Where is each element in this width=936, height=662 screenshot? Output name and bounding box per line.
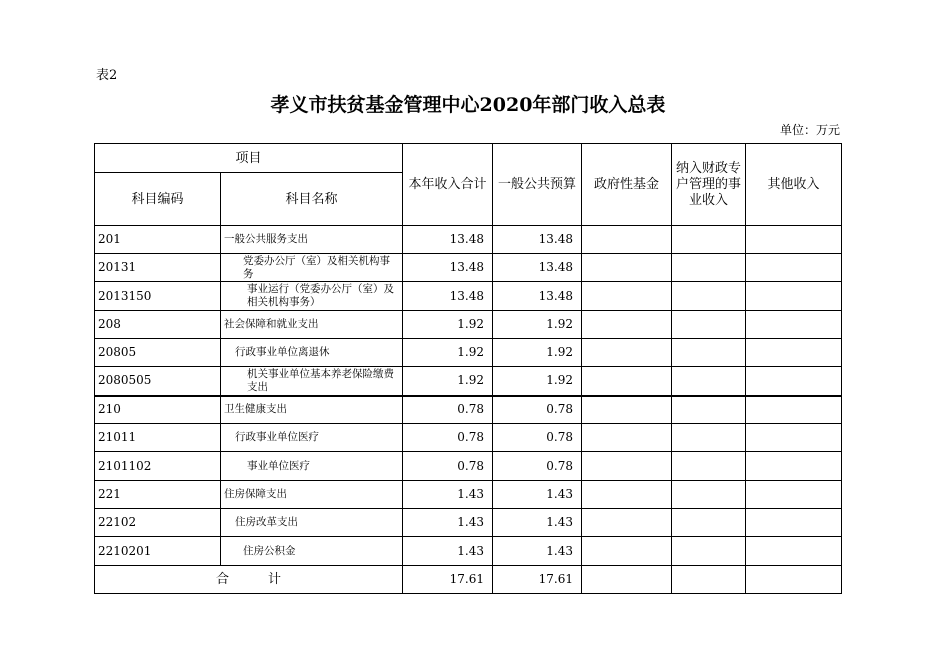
row-special [672, 509, 746, 537]
row-code: 2080505 [95, 367, 221, 396]
table-row [95, 226, 842, 254]
row-special [672, 311, 746, 339]
table-row [95, 424, 842, 452]
row-code: 2013150 [95, 282, 221, 311]
row-other [746, 537, 842, 566]
total-special [672, 566, 746, 594]
row-total: 0.78 [403, 452, 493, 481]
row-gov [582, 339, 672, 367]
row-general: 13.48 [493, 254, 582, 282]
row-special [672, 452, 746, 481]
row-name: 卫生健康支出 [221, 396, 403, 424]
header-special-account: 纳入财政专户管理的事业收入 [672, 144, 746, 226]
table-row [95, 339, 842, 367]
row-general: 1.43 [493, 537, 582, 566]
table-row [95, 509, 842, 537]
row-code: 20805 [95, 339, 221, 367]
row-gov [582, 282, 672, 311]
row-special [672, 396, 746, 424]
total-row [95, 566, 842, 594]
row-name: 机关事业单位基本养老保险缴费支出 [221, 367, 403, 396]
row-special [672, 282, 746, 311]
header-row-1 [95, 144, 842, 173]
row-other [746, 282, 842, 311]
total-other [746, 566, 842, 594]
document-title: 孝义市扶贫基金管理中心2020年部门收入总表 [270, 94, 666, 116]
row-other [746, 254, 842, 282]
table-row [95, 481, 842, 509]
row-name: 行政事业单位离退休 [221, 339, 403, 367]
row-other [746, 339, 842, 367]
table-number-label: 表2 [96, 68, 118, 83]
table-row [95, 254, 842, 282]
row-general: 1.43 [493, 481, 582, 509]
header-name: 科目名称 [221, 173, 403, 226]
row-gov [582, 424, 672, 452]
row-name: 社会保障和就业支出 [221, 311, 403, 339]
header-total-income: 本年收入合计 [403, 144, 493, 226]
row-code: 210 [95, 396, 221, 424]
row-code: 2101102 [95, 452, 221, 481]
total-gov [582, 566, 672, 594]
row-gov [582, 537, 672, 566]
row-general: 1.92 [493, 339, 582, 367]
row-special [672, 339, 746, 367]
row-other [746, 367, 842, 396]
row-total: 13.48 [403, 226, 493, 254]
row-other [746, 452, 842, 481]
row-special [672, 481, 746, 509]
row-general: 13.48 [493, 226, 582, 254]
row-special [672, 537, 746, 566]
row-general: 0.78 [493, 396, 582, 424]
income-summary-table [94, 143, 842, 594]
row-general: 1.92 [493, 367, 582, 396]
row-gov [582, 311, 672, 339]
table-row [95, 367, 842, 396]
row-code: 221 [95, 481, 221, 509]
row-other [746, 509, 842, 537]
table-row [95, 537, 842, 566]
row-name: 住房公积金 [221, 537, 403, 566]
row-total: 0.78 [403, 424, 493, 452]
row-gov [582, 367, 672, 396]
row-gov [582, 481, 672, 509]
row-code: 21011 [95, 424, 221, 452]
row-total: 0.78 [403, 396, 493, 424]
header-code: 科目编码 [95, 173, 221, 226]
row-total: 1.43 [403, 481, 493, 509]
table-row [95, 452, 842, 481]
row-total: 1.43 [403, 537, 493, 566]
row-gov [582, 254, 672, 282]
row-name: 行政事业单位医疗 [221, 424, 403, 452]
header-other-income: 其他收入 [746, 144, 842, 226]
total-label: 合 计 [95, 566, 403, 594]
row-other [746, 396, 842, 424]
row-code: 201 [95, 226, 221, 254]
row-gov [582, 396, 672, 424]
row-gov [582, 509, 672, 537]
row-gov [582, 226, 672, 254]
row-special [672, 226, 746, 254]
row-total: 13.48 [403, 282, 493, 311]
row-general: 0.78 [493, 424, 582, 452]
row-general: 13.48 [493, 282, 582, 311]
row-total: 1.92 [403, 367, 493, 396]
row-total: 1.43 [403, 509, 493, 537]
row-other [746, 226, 842, 254]
row-special [672, 254, 746, 282]
row-total: 1.92 [403, 311, 493, 339]
row-special [672, 367, 746, 396]
header-gov-fund: 政府性基金 [582, 144, 672, 226]
row-code: 22102 [95, 509, 221, 537]
table-row [95, 282, 842, 311]
row-general: 1.43 [493, 509, 582, 537]
row-name: 住房保障支出 [221, 481, 403, 509]
row-general: 0.78 [493, 452, 582, 481]
row-general: 1.92 [493, 311, 582, 339]
table-row [95, 396, 842, 424]
row-other [746, 481, 842, 509]
row-code: 208 [95, 311, 221, 339]
row-total: 13.48 [403, 254, 493, 282]
row-other [746, 424, 842, 452]
row-special [672, 424, 746, 452]
row-name: 一般公共服务支出 [221, 226, 403, 254]
row-other [746, 311, 842, 339]
total-general: 17.61 [493, 566, 582, 594]
row-name: 党委办公厅（室）及相关机构事务 [221, 254, 403, 282]
header-general-budget: 一般公共预算 [493, 144, 582, 226]
row-name: 事业单位医疗 [221, 452, 403, 481]
row-code: 20131 [95, 254, 221, 282]
row-total: 1.92 [403, 339, 493, 367]
row-name: 住房改革支出 [221, 509, 403, 537]
row-gov [582, 452, 672, 481]
total-amount: 17.61 [403, 566, 493, 594]
table-row [95, 311, 842, 339]
unit-label: 单位：万元 [779, 123, 840, 137]
row-name: 事业运行（党委办公厅（室）及相关机构事务） [221, 282, 403, 311]
row-code: 2210201 [95, 537, 221, 566]
header-project: 项目 [95, 144, 403, 173]
